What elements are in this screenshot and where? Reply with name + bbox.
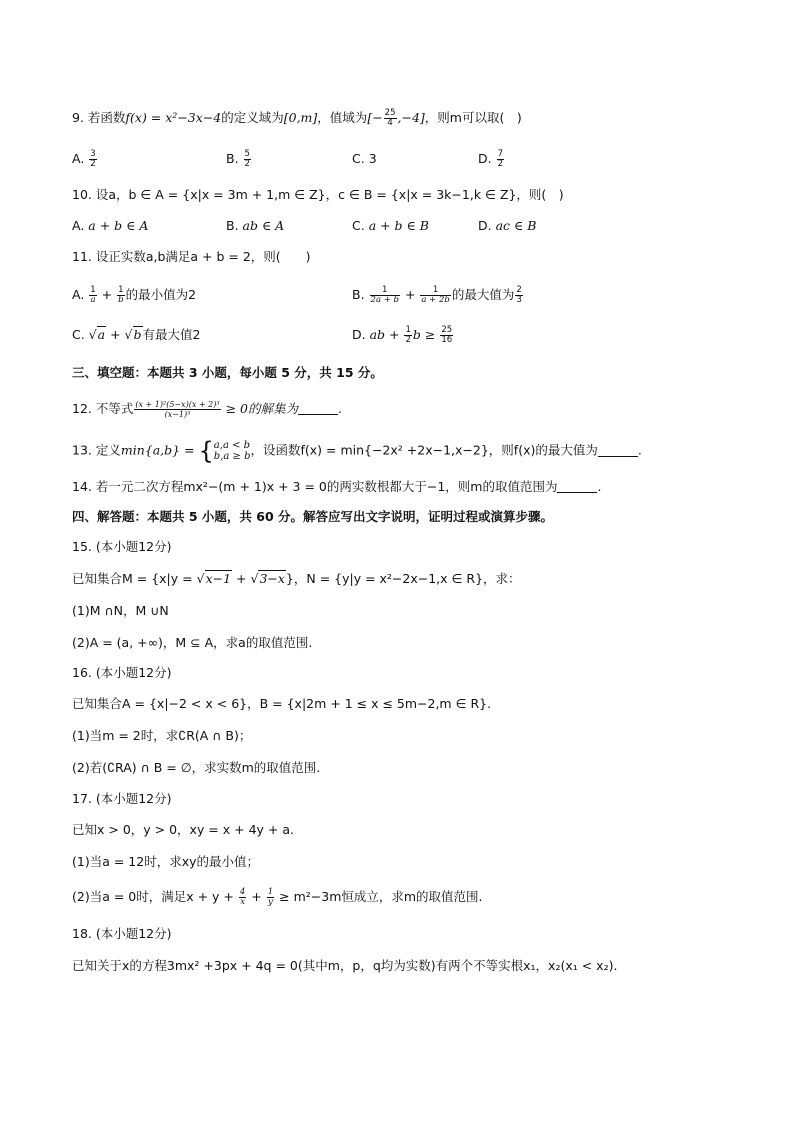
option-fraction (515, 286, 522, 305)
q13-end: . (637, 442, 642, 458)
question-12-stem (72, 400, 342, 419)
q9-option-d (478, 150, 505, 169)
answer-blank[interactable] (557, 480, 597, 493)
question-15-part-1: (1)M ∩N，M ∪N (72, 603, 169, 618)
q12-fraction (134, 400, 220, 419)
section-3-heading: 三、填空题：本题共 3 小题，每小题 5 分，共 15 分。 (72, 365, 383, 380)
plus-sign: + (400, 287, 420, 302)
question-10-stem: 10. 设a，b ∈ A = {x|x = 3m + 1,m ∈ Z}，c ∈ B = {x|x = 3k−1,k ∈ Z}，则( ) (72, 187, 564, 202)
option-text: ac ∈ B (495, 218, 537, 233)
option-text: 的最大值为 (451, 287, 515, 302)
q9-prefix: 9. 若函数 (72, 110, 126, 125)
question-14-stem (72, 478, 601, 496)
q10-option-a (72, 217, 148, 235)
question-17-stem: 已知x > 0，y > 0，xy = x + 4y + a. (72, 822, 294, 837)
frac-num: 1 (267, 887, 274, 897)
q14-end: . (597, 479, 602, 494)
plus-sign: + (106, 327, 125, 342)
frac-num: 1 (370, 286, 400, 296)
q12-end: . (337, 401, 342, 416)
q14-text: 14. 若一元二次方程mx²−(m + 1)x + 3 = 0的两实数根都大于−1，则m的取值范围为 (72, 479, 558, 494)
q13-prefix: 13. 定义 (72, 442, 121, 458)
frac-den: 3 (516, 295, 522, 305)
frac-den: a (90, 295, 96, 305)
q9-option-c (352, 150, 377, 168)
q10-option-d (478, 217, 536, 235)
q9-function: f(x) = x²−3x−4 (125, 110, 222, 125)
q15-stem-post: }，N = {y|y = x²−2x−1,x ∈ R}，求： (285, 571, 521, 586)
frac-den: b (118, 295, 124, 305)
question-16-part-1: (1)当m = 2时，求∁R(A ∩ B)； (72, 728, 252, 743)
q9-option-b (226, 150, 252, 169)
option-text: 的最小值为2 (125, 287, 197, 302)
q15-stem-pre: 已知集合M = {x|y = (72, 571, 197, 586)
sqrt-radicand: b (133, 327, 142, 342)
frac-den: 2 (90, 159, 96, 169)
frac-num: 7 (497, 149, 503, 159)
plus-sign: + (97, 287, 117, 302)
q13-min-def: min{a,b} = (120, 442, 199, 458)
frac-num: 2 (516, 285, 522, 295)
frac-den: 2 (244, 159, 250, 169)
q11-option-c: C. √a + √b有最大值2 (72, 327, 201, 342)
question-15-heading: 15. (本小题12分) (72, 539, 172, 554)
frac-den: a + 2b (421, 295, 450, 305)
option-text: a + b ∈ A (88, 218, 149, 233)
q13-cases (214, 440, 251, 462)
question-17-heading: 17. (本小题12分) (72, 791, 172, 806)
q10-option-b (226, 217, 284, 235)
option-fraction (404, 326, 411, 345)
frac-den: 2a + b (370, 295, 399, 305)
q9-text-1: 的定义域为 (221, 110, 284, 125)
answer-blank[interactable] (298, 402, 338, 415)
q9-range-num: 25 (384, 108, 396, 118)
question-17-part-1: (1)当a = 12时，求xy的最小值； (72, 854, 259, 869)
option-fraction (370, 286, 400, 305)
option-letter: A. (72, 287, 89, 302)
frac-num: 1 (90, 285, 96, 295)
option-letter: C. (352, 151, 369, 166)
option-fraction (89, 150, 96, 169)
option-letter: C. (72, 327, 89, 342)
frac-den: y (268, 897, 273, 907)
frac-num: 1 (420, 286, 450, 296)
option-letter: B. (226, 218, 243, 233)
frac-num: 1 (118, 285, 124, 295)
question-16-heading: 16. (本小题12分) (72, 665, 172, 680)
plus-sign: + (232, 571, 251, 586)
option-letter: D. (478, 218, 496, 233)
option-text: ab + (369, 327, 404, 342)
option-value: 3 (368, 151, 377, 166)
plus-sign: + (247, 889, 266, 904)
option-letter: A. (72, 151, 89, 166)
sqrt-radicand: x−1 (205, 571, 232, 586)
sqrt-radicand: a (97, 327, 106, 342)
option-letter: B. (352, 287, 369, 302)
option-fraction (497, 150, 504, 169)
question-17-part-2 (72, 888, 483, 907)
q9-range-close: ,−4] (397, 110, 425, 125)
frac-num: 3 (90, 149, 96, 159)
question-15-part-2: (2)A = (a, +∞)，M ⊆ A，求a的取值范围. (72, 635, 313, 650)
frac-num: 1 (405, 325, 411, 335)
case-line: a,a < b (213, 440, 251, 451)
q9-range-fraction (384, 109, 397, 128)
option-letter: A. (72, 218, 89, 233)
option-text: a + b ∈ B (368, 218, 429, 233)
question-15-stem: 已知集合M = {x|y = √x−1 + √3−x}，N = {y|y = x²−2x−1,x ∈ R}，求： (72, 571, 521, 586)
case-line: b,a ≥ b (213, 451, 251, 462)
q17-fraction (267, 888, 274, 907)
option-fraction (89, 286, 96, 305)
q10-option-c (352, 217, 429, 235)
q17-fraction (239, 888, 246, 907)
option-letter: D. (478, 151, 496, 166)
frac-den: x (240, 897, 245, 907)
question-18-heading: 18. (本小题12分) (72, 926, 172, 941)
frac-num: (x + 1)²(5−x)(x + 2)³ (135, 400, 220, 409)
option-text: ab ∈ A (242, 218, 285, 233)
q12-suffix: ≥ 0的解集为 (221, 401, 298, 416)
answer-blank[interactable] (598, 444, 638, 457)
frac-den: 2 (405, 335, 411, 345)
option-fraction (117, 286, 124, 305)
q9-domain: [0,m] (283, 110, 318, 125)
q9-range-open: [− (367, 110, 383, 125)
option-text: 有最大值2 (142, 327, 201, 342)
frac-num: 4 (239, 887, 246, 897)
question-9-stem (72, 109, 522, 128)
q12-prefix: 12. 不等式 (72, 401, 134, 416)
option-letter: B. (226, 151, 243, 166)
q11-option-b (352, 286, 524, 305)
frac-num: 5 (244, 149, 250, 159)
frac-num: 25 (441, 325, 453, 335)
question-16-stem: 已知集合A = {x|−2 < x < 6}，B = {x|2m + 1 ≤ x ≤ 5m−2,m ∈ R}. (72, 696, 492, 711)
q11-option-d (352, 326, 454, 345)
option-fraction (420, 286, 450, 305)
option-text: b ≥ (412, 327, 440, 342)
question-13-stem: 13. 定义min{a,b} = { a,a < b b,a ≥ b ，设函数f(x) = min{−2x² +2x−1,x−2}，则f(x)的最大值为 . (72, 437, 642, 465)
q17-p2-pre: (2)当a = 0时，满足x + y + (72, 889, 238, 904)
q9-suffix: ，则m可以取( ) (424, 110, 522, 125)
question-11-stem: 11. 设正实数a,b满足a + b = 2，则( ) (72, 249, 311, 264)
q9-text-2: ，值域为 (317, 110, 368, 125)
q13-suffix: ，设函数f(x) = min{−2x² +2x−1,x−2}，则f(x)的最大值为 (250, 442, 598, 458)
q9-option-a (72, 150, 98, 169)
frac-den: 2 (497, 159, 503, 169)
option-letter: D. (352, 327, 370, 342)
q9-range-den: 4 (387, 118, 393, 128)
section-4-heading: 四、解答题：本题共 5 小题，共 60 分。解答应写出文字说明，证明过程或演算步骤。 (72, 509, 554, 524)
q11-option-a (72, 286, 196, 305)
option-fraction (244, 150, 251, 169)
frac-den: (x−1)⁵ (164, 410, 191, 419)
question-16-part-2: (2)若(∁RA) ∩ B = ∅，求实数m的取值范围. (72, 760, 321, 775)
sqrt-radicand: 3−x (259, 571, 285, 586)
q17-p2-post: ≥ m²−3m恒成立，求m的取值范围. (275, 889, 483, 904)
frac-den: 16 (441, 335, 453, 345)
option-letter: C. (352, 218, 369, 233)
question-18-stem: 已知关于x的方程3mx² +3px + 4q = 0(其中m，p，q均为实数)有两个不等实根x₁，x₂(x₁ < x₂). (72, 958, 618, 973)
option-fraction (440, 326, 453, 345)
